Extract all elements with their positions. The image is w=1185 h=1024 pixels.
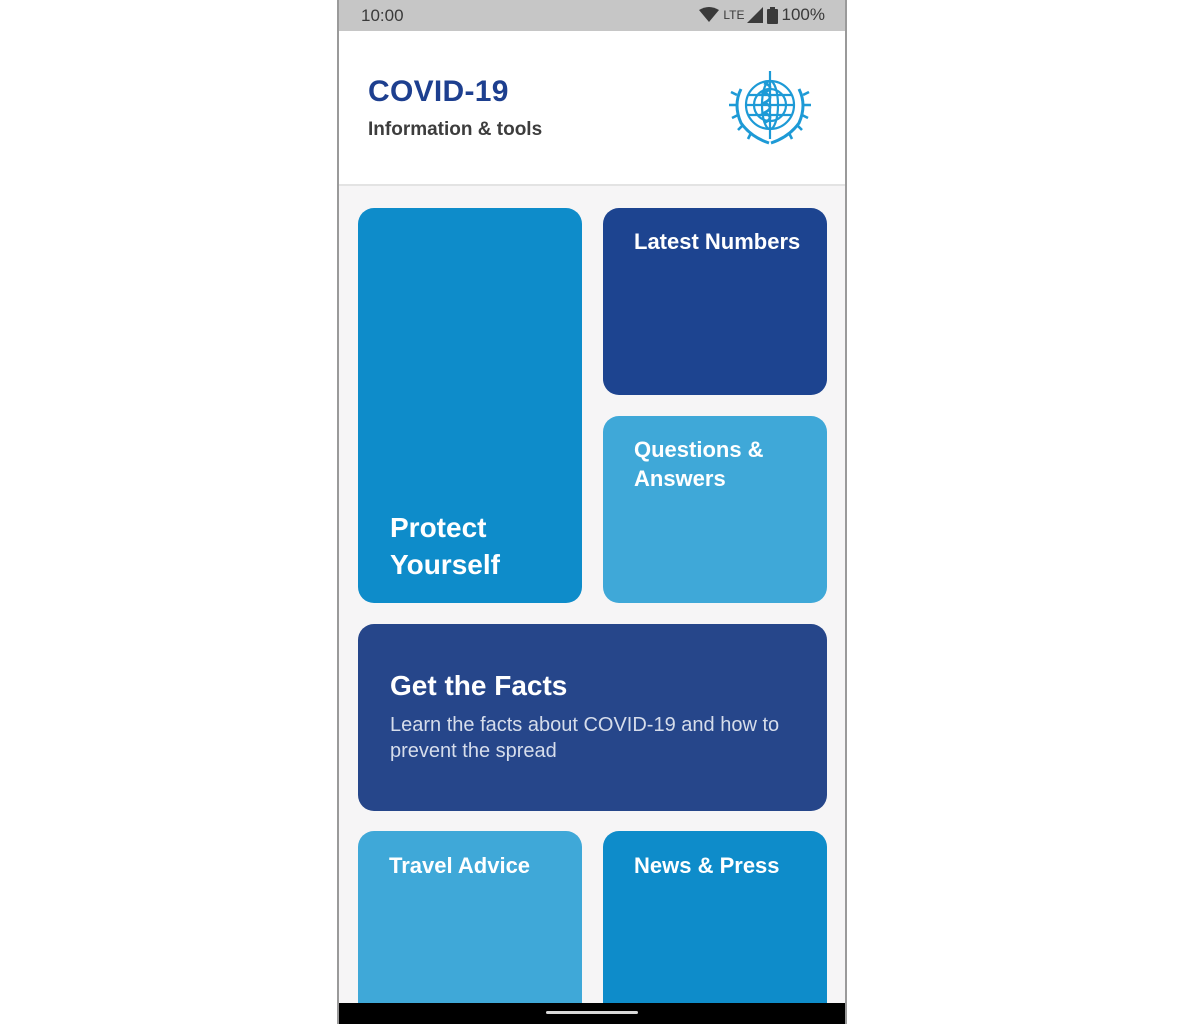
travel-advice-label: Travel Advice [389, 853, 531, 878]
page-subtitle: Information & tools [368, 119, 543, 140]
news-press-tile[interactable] [603, 831, 827, 1024]
get-the-facts-title: Get the Facts [390, 670, 568, 701]
status-time: 10:00 [361, 6, 404, 25]
home-gesture-handle[interactable] [546, 1011, 638, 1014]
battery-level: 100% [781, 5, 825, 24]
questions-answers-tile[interactable] [603, 416, 827, 603]
get-the-facts-description: Learn the facts about COVID-19 and how to prevent the spread [390, 714, 780, 763]
questions-answers-label: Questions & Answers [634, 437, 764, 491]
status-indicators [699, 5, 825, 25]
protect-yourself-tile[interactable] [358, 208, 582, 603]
wifi-icon [699, 7, 719, 23]
system-nav-bar [339, 1003, 845, 1024]
network-type: LTE [723, 8, 745, 22]
travel-advice-tile[interactable] [358, 831, 582, 1024]
latest-numbers-tile[interactable] [603, 208, 827, 395]
protect-yourself-label: Protect Yourself [390, 512, 500, 580]
get-the-facts-tile[interactable] [358, 624, 827, 811]
page-title: COVID-19 [368, 75, 509, 108]
news-press-label: News & Press [634, 853, 780, 878]
latest-numbers-label: Latest Numbers [634, 229, 801, 254]
app-header [339, 31, 845, 186]
battery-icon [767, 7, 778, 24]
signal-icon [747, 7, 763, 23]
phone-screen [337, 0, 847, 1024]
status-bar [339, 0, 845, 31]
who-emblem-icon [723, 65, 817, 149]
